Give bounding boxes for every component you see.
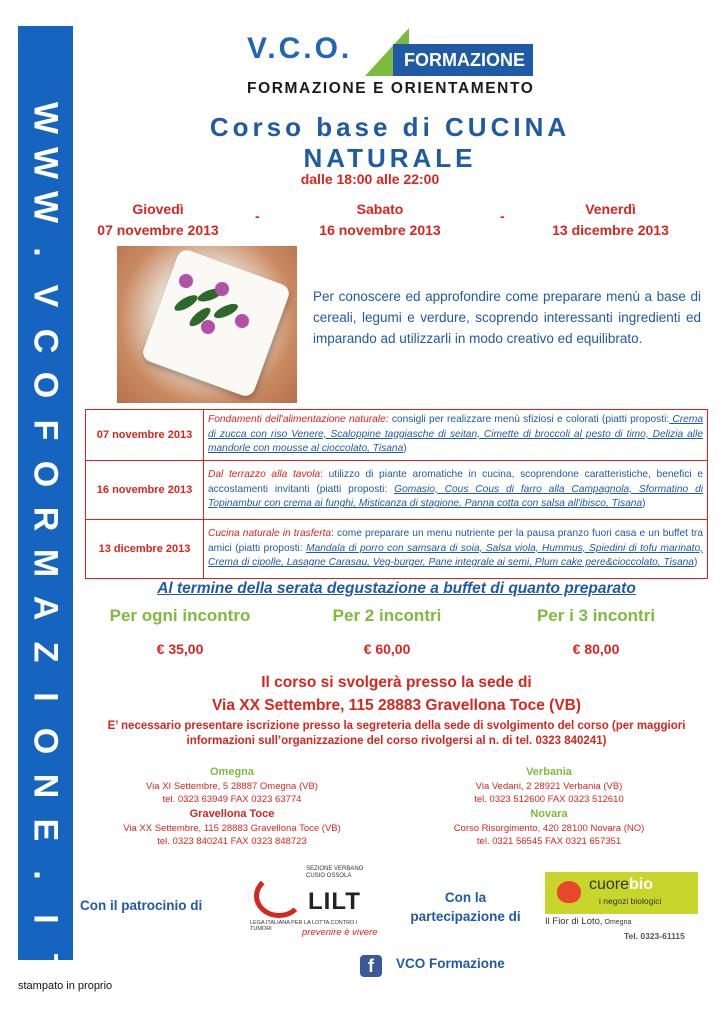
price-label: Per 2 incontri <box>332 606 442 625</box>
date-1-date: 07 novembre 2013 <box>97 222 219 238</box>
vco-formazione-logo <box>245 28 545 103</box>
lilt-swoosh-icon <box>254 874 304 918</box>
facebook-icon[interactable]: f <box>360 955 382 977</box>
sidebar-letter: F <box>26 419 65 440</box>
program-text: consigli per realizzare menù sfiziosi e colorati (piatti proposti: <box>388 414 670 426</box>
lilt-section: SEZIONE VERBANO CUSIO OSSOLA <box>306 866 364 879</box>
price-value: € 80,00 <box>572 641 620 657</box>
course-description: Per conoscere ed approfondire come preparare menù a base di cereali, legumi e verdure, scoprendo interessanti ingredienti ed imparando ad utilizzarli in modo creativo ed equilibrato. <box>313 289 701 346</box>
fior-di-loto: Il Fior di Loto, Omegna <box>545 916 632 927</box>
sidebar-letter: W <box>26 190 65 224</box>
date-3-day: Venerdì <box>585 201 636 217</box>
partner-phone: Tel. 0323-61115 <box>624 931 685 941</box>
sidebar-letter: . <box>26 869 65 880</box>
sidebar-letter: . <box>26 246 65 257</box>
food-photo <box>117 246 297 403</box>
date-separator: - <box>500 208 505 224</box>
flower <box>201 320 215 334</box>
sidebar-letter: E <box>26 818 65 842</box>
program-date: 13 dicembre 2013 <box>86 520 204 579</box>
program-description <box>204 520 708 579</box>
flower <box>235 314 249 328</box>
lilt-logo <box>250 866 380 942</box>
cuorebio-logo <box>545 872 698 928</box>
venue-address: Via XX Settembre, 115 28883 Gravellona Toce (VB) <box>211 697 582 714</box>
office-name: Novara <box>530 808 568 820</box>
office-phone: tel. 0321 56545 FAX 0321 657351 <box>476 836 622 847</box>
sidebar-letter: Z <box>26 641 65 663</box>
office-phone: tel. 0323 63949 FAX 0323 63774 <box>162 794 302 805</box>
sidebar-banner <box>18 26 73 974</box>
course-hours: dalle 18:00 alle 22:00 <box>300 171 440 187</box>
date-1 <box>78 199 238 241</box>
table-row <box>86 520 708 579</box>
date-2-date: 16 novembre 2013 <box>319 222 441 238</box>
sidebar-letter: A <box>26 595 65 620</box>
office-phone: tel. 0323 512600 FAX 0323 512610 <box>474 794 624 805</box>
program-end: ) <box>403 443 407 455</box>
date-1-day: Giovedì <box>132 201 184 217</box>
program-dishes: Crema di zucca con riso Venere, Scaloppine taggiasche di seitan, Cimette di broccoli al pesto di timo, Delizia alle mandorle con mousse al cioccolato, Tisana <box>208 414 703 455</box>
program-end: ) <box>642 498 646 510</box>
program-description <box>204 461 708 520</box>
sidebar-letter: W <box>26 101 65 135</box>
heart-icon <box>557 881 581 903</box>
program-title: Dal terrazzo alla tavola <box>208 469 321 481</box>
sidebar-letter: C <box>26 328 65 353</box>
program-dishes: Gomasio, Cous Cous di farro alla Campagnola, Sformatino di Topinambur con crema ai funghi, Misticanza di stagione, Panna cotta con salsa all'ibisco, Tisana <box>208 483 703 510</box>
price-value: € 60,00 <box>363 641 411 657</box>
office-address: Via Vedani, 2 28921 Verbania (VB) <box>475 780 623 792</box>
office-gravellona <box>92 808 372 849</box>
facebook-label[interactable]: VCO Formazione <box>396 956 505 971</box>
program-title: Cucina naturale in trasferta <box>208 528 332 540</box>
program-date: 07 novembre 2013 <box>86 410 204 461</box>
price-label: Per i 3 incontri <box>536 606 656 625</box>
table-row <box>86 410 708 461</box>
lilt-motto: prevenire è vivere <box>302 927 378 938</box>
program-title: Fondamenti dell'alimentazione naturale: <box>208 414 389 426</box>
sidebar-letter: N <box>26 773 65 798</box>
sidebar-letter: M <box>26 548 65 578</box>
sidebar-letter: I <box>26 914 65 924</box>
table-row <box>86 461 708 520</box>
office-phone: tel. 0323 840241 FAX 0323 848723 <box>157 836 307 847</box>
office-address: Via XI Settembre, 5 28887 Omegna (VB) <box>146 780 318 792</box>
registration-notice: E’ necessario presentare iscrizione presso la segreteria della sede di svolgimento del corso (per maggiori informazioni sull’organizzazione del corso rivolgersi al n. di tel. 0323 840241) <box>107 720 686 747</box>
plate <box>140 247 291 398</box>
office-omegna <box>92 766 372 807</box>
office-address: Corso Risorgimento, 420 28100 Novara (NO) <box>453 822 645 834</box>
sidebar-letter: W <box>26 146 65 179</box>
date-separator: - <box>255 208 260 224</box>
sidebar-letter: O <box>26 460 65 488</box>
office-name: Verbania <box>526 766 572 778</box>
sidebar-letter: V <box>26 284 65 308</box>
logo-subtitle: FORMAZIONE E ORIENTAMENTO <box>247 80 535 97</box>
program-description <box>204 410 708 461</box>
date-2 <box>300 199 460 241</box>
program-text: : come preparare un menu nutriente per la pausa pranzo fuori casa e un buffet tra amici (piatti proposti: <box>208 528 703 554</box>
flower <box>215 282 229 296</box>
program-date: 16 novembre 2013 <box>86 461 204 520</box>
sidebar-letter: I <box>26 691 65 702</box>
program-table <box>85 409 708 579</box>
price-label: Per ogni incontro <box>109 606 251 625</box>
logo-vco: V.C.O. <box>247 32 353 65</box>
date-3 <box>528 199 693 241</box>
partnership-label: Con la partecipazione di <box>410 890 521 924</box>
cuorebio-name: cuorebio <box>589 876 654 893</box>
venue-intro: Il corso si svolgerà presso la sede di <box>261 674 532 691</box>
office-name: Omegna <box>209 766 254 778</box>
footer-note: stampato in proprio <box>18 980 113 992</box>
cuorebio-sub: i negozi biologici <box>599 896 662 906</box>
office-address: Via XX Settembre, 115 28883 Gravellona Toce (VB) <box>123 822 341 834</box>
sidebar-letter: O <box>26 371 65 399</box>
office-verbania <box>409 766 689 807</box>
lilt-tagline: LEGA ITALIANA PER LA LOTTA CONTRO I TUMORI <box>250 920 358 932</box>
buffet-note: Al termine della serata degustazione a buffet di quanto preparato <box>157 580 636 597</box>
date-3-date: 13 dicembre 2013 <box>552 222 669 238</box>
program-end: ) <box>693 557 698 569</box>
flower <box>179 274 193 288</box>
office-name: Gravellona Toce <box>189 808 275 820</box>
sidebar-website <box>18 26 73 974</box>
patronage-label: Con il patrocinio di <box>80 898 203 913</box>
price-value: € 35,00 <box>156 641 204 657</box>
sidebar-letter: O <box>26 727 65 755</box>
cuorebio-banner <box>545 872 698 914</box>
lilt-name: LILT <box>308 888 361 915</box>
sidebar-letter: T <box>26 953 65 974</box>
course-title: Corso base di CUCINA NATURALE <box>209 112 571 173</box>
sidebar-letter: R <box>26 506 65 531</box>
program-text: : utilizzo di piante aromatiche in cucina, scoprendone caratteristiche, benefici e accostamenti invitanti (piatti proposti: <box>208 469 703 495</box>
logo-formazione: FORMAZIONE <box>393 44 533 76</box>
program-dishes: Mandala di porro con samsara di soia, Salsa viola, Hummus, Spiedini di tofu marinato, Crema di cipolle, Lasagne Carasau, Veg-burger, Pane integrale ai semi, Plum cake pere&cioccolato, Tisana <box>208 542 703 569</box>
office-novara <box>409 808 689 849</box>
date-2-day: Sabato <box>356 201 404 217</box>
